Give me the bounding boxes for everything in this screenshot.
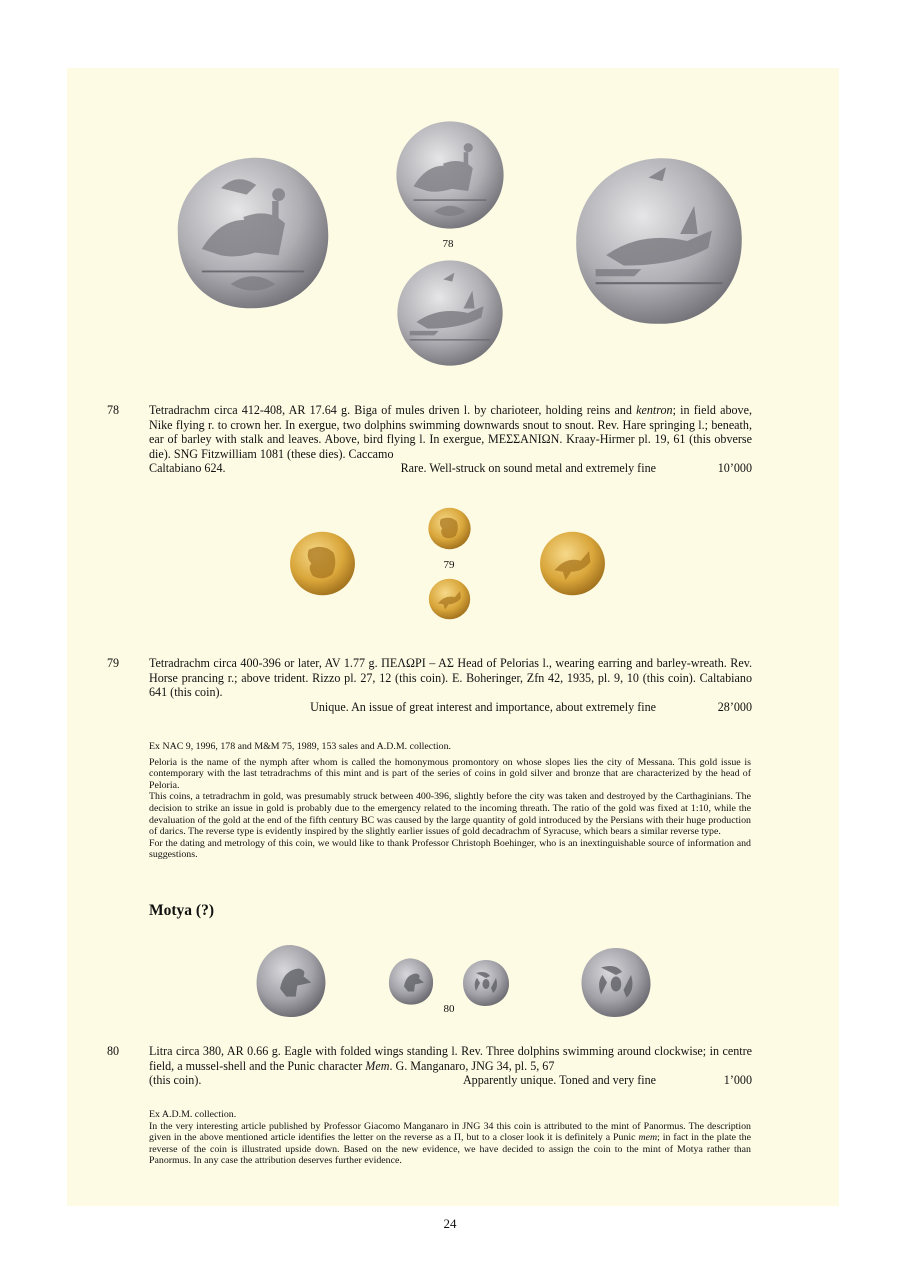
page-number: 24 xyxy=(443,1216,457,1231)
coin-79-obverse-small xyxy=(427,506,472,551)
lot-79-note-paragraph: Peloria is the name of the nymph after whom is called the homonymous promontory on whose slopes lies the city of Messana. This gold issue is contemporary with the last tetradrachms of this mint and is part of the series of coins in gold silver and bronze that are characterized by the head of Peloria. xyxy=(149,756,751,791)
lot-80-notes xyxy=(149,1109,751,1167)
lot-79-grade: Unique. An issue of great interest and importance, about extremely fine xyxy=(310,699,656,714)
plate-label-80: 80 xyxy=(443,1003,455,1015)
lot-78-price: 10’000 xyxy=(717,461,752,476)
lot-78-grade: Rare. Well-struck on sound metal and extremely fine xyxy=(400,461,656,476)
lot-79-note-paragraph: For the dating and metrology of this coin, we would like to thank Professor Christoph Boehinger, who is an inextinguishable source of information and suggestions. xyxy=(149,837,751,861)
lot-80-price: 1’000 xyxy=(723,1073,752,1088)
coin-78-reverse-small xyxy=(393,257,507,369)
lot-80-reference: (this coin). xyxy=(149,1073,202,1088)
lot-79-price: 28’000 xyxy=(717,699,752,714)
lot-80-note-paragraph: In the very interesting article published by Professor Giacomo Manganaro in JNG 34 this coin is attributed to the mint of Panormus. The description given in the above mentioned article identifies the letter on the reverse as a Π, but to a closer look it is definitely a Punic mem; in fact in the plate the reverse of the coin is illustrated upside down. Based on the new evidence, we have decided to assign the coin to the mint of Motya rather than Panormus. In any case the attribution deserves further evidence. xyxy=(149,1120,751,1167)
lot-79-description: Tetradrachm circa 400-396 or later, AV 1.77 g. ΠΕΛΩΡΙ – ΑΣ Head of Pelorias l., wearing earring and barley-wreath. Rev. Horse prancing r.; above trident. Rizzo pl. 27, 12 (this coin). E. Boheringer, Zfn 42, 1935, pl. 9, 10 (this coin). Caltabiano 641 (this coin). Unique. An issue of great interest and importance, about extremely fine 28’000 xyxy=(149,656,752,714)
coin-80-obverse-small xyxy=(386,956,436,1007)
lot-78-number: 78 xyxy=(107,403,120,417)
lot-78-description: Tetradrachm circa 412-408, AR 17.64 g. Biga of mules driven l. by charioteer, holding reins and kentron; in field above, Nike flying r. to crown her. In exergue, two dolphins swimming downwards snout to snout. Rev. Hare springing l.; beneath, ear of barley with stalk and leaves. Above, bird flying l. In exergue, ΜΕΣΣΑΝΙΩΝ. Kraay-Hirmer pl. 19, 61 (this obverse die). SNG Fitzwilliam 1081 (these dies). Caccamo Caltabiano 624. Rare. Well-struck on sound metal and extremely fine 10’000 xyxy=(149,403,752,476)
lot-80-grade: Apparently unique. Toned and very fine xyxy=(462,1073,656,1088)
lot-78-entry xyxy=(107,403,752,476)
plate-label-79: 79 xyxy=(443,559,455,571)
lot-80-provenance: Ex A.D.M. collection. xyxy=(149,1109,237,1120)
plate-label-78: 78 xyxy=(442,238,454,250)
lot-79-provenance: Ex NAC 9, 1996, 178 and M&M 75, 1989, 153 sales and A.D.M. collection. xyxy=(149,741,451,752)
coin-78-reverse-large xyxy=(571,153,747,329)
coin-79-reverse-large xyxy=(537,529,608,598)
lot-80-entry xyxy=(107,1044,752,1088)
coin-79-obverse-large xyxy=(288,529,357,598)
coin-80-reverse-small xyxy=(460,958,512,1008)
lot-79-notes xyxy=(149,741,751,861)
lot-80-number: 80 xyxy=(107,1044,120,1058)
section-title: Motya (?) xyxy=(149,902,214,919)
coin-80-reverse-large xyxy=(578,945,654,1020)
lot-79-entry xyxy=(107,656,752,714)
coin-79-reverse-small xyxy=(427,577,472,621)
lot-80-description: Litra circa 380, AR 0.66 g. Eagle with folded wings standing l. Rev. Three dolphins swimming around clockwise; in centre field, a mussel-shell and the Punic character Mem. G. Manganaro, JNG 34, pl. 5, 67 (this coin). Apparently unique. Toned and very fine 1’000 xyxy=(149,1044,752,1088)
lot-79-note-paragraph: This coins, a tetradrachm in gold, was presumably struck between 400-396, slightly before the city was taken and destroyed by the Carthaginians. The decision to strike an issue in gold is probably due to the emergency related to the incoming threath. The ratio of the gold was fixed at 1:10, while the devaluation of the gold at the end of the fifth century BC was caused by the large quantity of gold introduced by the Persians with their huge production of darics. The reverse type is evidently inspired by the slightly earlier issues of gold decadrachm of Syracuse, which bears a similar reverse type. xyxy=(149,791,751,838)
lot-79-number: 79 xyxy=(107,656,120,670)
coin-78-obverse-small xyxy=(393,117,507,233)
coin-80-obverse-large xyxy=(252,941,330,1021)
coin-78-obverse-large xyxy=(173,153,333,313)
lot-78-reference: Caltabiano 624. xyxy=(149,461,226,476)
